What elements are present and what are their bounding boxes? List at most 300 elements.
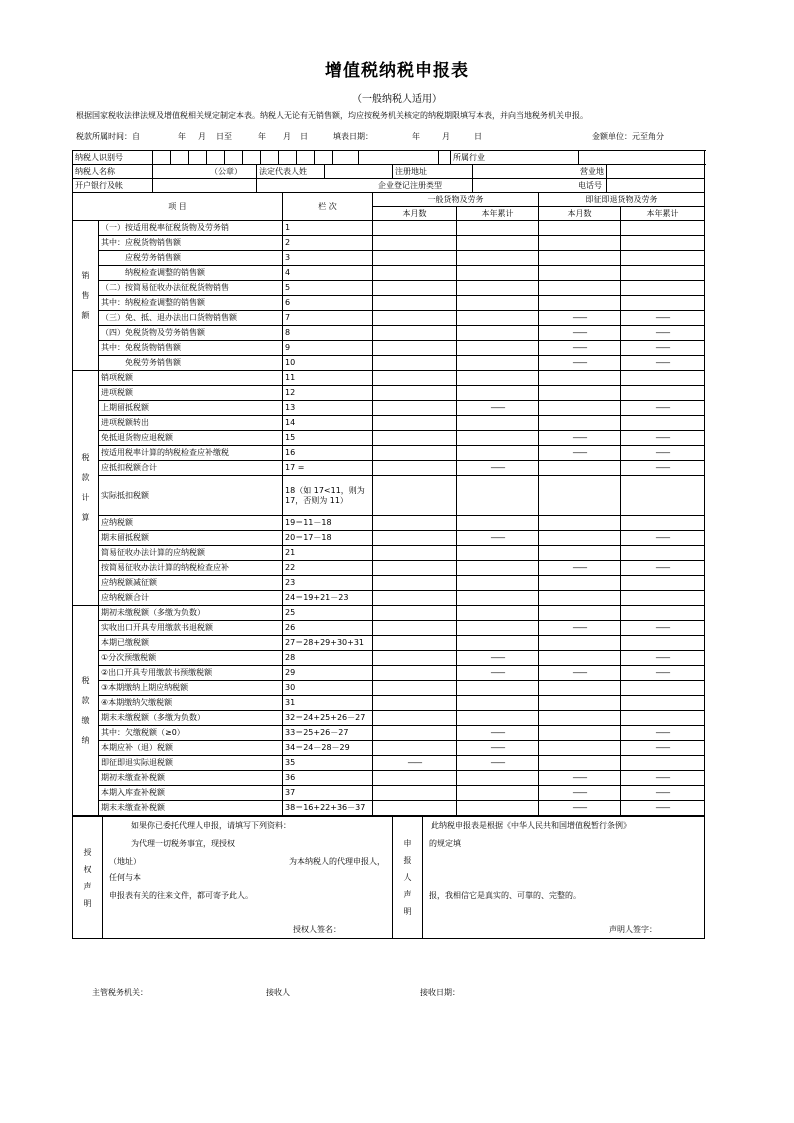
row-col-number: 24＝19+21－23 [283,591,373,606]
section-label-text: 销售额 [81,270,90,320]
table-row [73,416,705,431]
amount-cell[interactable] [539,591,621,606]
dash-cell: —— [621,651,705,666]
table-row [73,801,705,816]
amount-cell[interactable] [457,606,539,621]
amount-cell[interactable] [621,696,705,711]
amount-cell[interactable] [539,546,621,561]
amount-cell[interactable] [373,221,457,236]
taxpayer-id-box[interactable] [297,151,315,165]
row-col-number: 2 [283,236,373,251]
row-label: 免抵退货物应退税额 [99,431,283,446]
amount-cell[interactable] [539,476,621,516]
row-label: （一）按适用税率征税货物及劳务销 [99,221,283,236]
decl-sign: 声明人签字： [609,925,657,934]
amount-cell[interactable] [373,311,457,326]
amount-cell[interactable] [373,741,457,756]
amount-cell[interactable] [539,266,621,281]
amount-cell[interactable] [457,696,539,711]
amount-cell[interactable] [539,606,621,621]
row-col-number: 3 [283,251,373,266]
amount-cell[interactable] [621,576,705,591]
amount-cell[interactable] [373,711,457,726]
amount-cell[interactable] [373,326,457,341]
row-label: 按简易征收办法计算的纳税检查应补 [99,561,283,576]
row-col-number: 38＝16+22+36－37 [283,801,373,816]
table-row [73,386,705,401]
table-row [73,341,705,356]
amount-cell[interactable] [457,221,539,236]
amount-cell[interactable] [457,431,539,446]
row-label: 其中：免税货物销售额 [99,341,283,356]
row-label: 本期入库查补税额 [99,786,283,801]
amount-cell[interactable] [373,386,457,401]
table-row [73,446,705,461]
amount-cell[interactable] [373,281,457,296]
table-row [73,461,705,476]
taxpayer-id-box[interactable] [315,151,333,165]
amount-cell[interactable] [457,341,539,356]
period-month1: 月 [198,132,206,141]
table-row [73,401,705,416]
amount-cell[interactable] [539,651,621,666]
table-row [73,221,705,236]
table-row [73,726,705,741]
taxpayer-id-box[interactable] [439,151,451,165]
header-general: 一般货物及劳务 [373,193,539,207]
amount-cell[interactable] [539,636,621,651]
row-col-number: 7 [283,311,373,326]
row-col-number: 10 [283,356,373,371]
amount-cell[interactable] [539,221,621,236]
row-col-number: 11 [283,371,373,386]
dash-cell: —— [621,461,705,476]
row-label: （二）按简易征收办法征税货物销售 [99,281,283,296]
dash-cell: —— [457,651,539,666]
amount-cell[interactable] [373,771,457,786]
row-col-number: 21 [283,546,373,561]
amount-cell[interactable] [373,356,457,371]
auth-line4: 任何与本 [109,873,141,882]
period-day-to: 日至 [216,132,232,141]
row-col-number: 20＝17－18 [283,531,373,546]
row-label: （三）免、抵、退办法出口货物销售额 [99,311,283,326]
row-label: 期末未缴税额（多缴为负数） [99,711,283,726]
section-label [73,221,99,371]
form-intro: 根据国家税收法律法规及增值税相关规定制定本表。纳税人无论有无销售额，均应按税务机关核定的纳税期限填写本表，并向当地税务机关申报。 [76,111,588,120]
row-label: 其中：欠缴税额（≥0） [99,726,283,741]
taxpayer-info-table [72,150,705,165]
section-label [73,371,99,606]
amount-cell[interactable] [539,756,621,771]
taxpayer-info-table-2 [72,164,705,193]
row-label: 本期应补（退）税额 [99,741,283,756]
row-col-number: 27＝28+29+30+31 [283,636,373,651]
amount-cell[interactable] [373,801,457,816]
row-label: 即征即退实际退税额 [99,756,283,771]
amount-cell[interactable] [457,801,539,816]
header-item: 项 目 [73,193,283,221]
row-label: ④本期缴纳欠缴税额 [99,696,283,711]
row-col-number: 5 [283,281,373,296]
amount-cell[interactable] [621,236,705,251]
amount-cell[interactable] [457,311,539,326]
period-year1: 年 [178,132,186,141]
taxpayer-id-box[interactable] [171,151,189,165]
dash-cell: —— [457,461,539,476]
taxpayer-id-box[interactable] [279,151,297,165]
amount-cell[interactable] [373,576,457,591]
amount-cell[interactable] [621,251,705,266]
amount-cell[interactable] [457,576,539,591]
dash-cell: —— [621,531,705,546]
row-col-number: 15 [283,431,373,446]
section-label [73,606,99,816]
row-label: 简易征收办法计算的应纳税额 [99,546,283,561]
amount-cell[interactable] [621,281,705,296]
amount-cell[interactable] [457,236,539,251]
amount-cell[interactable] [457,371,539,386]
amount-cell[interactable] [621,711,705,726]
row-label: 其中：纳税检查调整的销售额 [99,296,283,311]
fill-year: 年 [412,132,420,141]
taxpayer-id-box[interactable] [261,151,279,165]
amount-cell[interactable] [373,696,457,711]
amount-cell[interactable] [457,476,539,516]
row-label: 按适用税率计算的纳税检查应补缴税 [99,446,283,461]
industry-value[interactable] [579,151,705,165]
amount-cell[interactable] [539,516,621,531]
amount-cell[interactable] [539,696,621,711]
amount-cell[interactable] [539,461,621,476]
row-col-number: 33＝25+26－27 [283,726,373,741]
phone-label: 电话号 [473,179,607,193]
amount-cell[interactable] [621,266,705,281]
row-col-number: 19＝11－18 [283,516,373,531]
row-label: 进项税额转出 [99,416,283,431]
auth-title [73,817,103,939]
phone-value[interactable] [607,179,705,193]
dash-cell: —— [621,446,705,461]
taxpayer-id-box[interactable] [153,151,171,165]
row-label: 应纳税额减征额 [99,576,283,591]
row-col-number: 23 [283,576,373,591]
header-ytd: 本年累计 [621,207,705,221]
auth-line3a: （地址） [109,857,141,866]
table-row [73,476,705,516]
auth-sign: 授权人签名： [293,925,341,934]
table-row [73,786,705,801]
amount-cell[interactable] [621,636,705,651]
amount-cell[interactable] [373,636,457,651]
table-row [73,326,705,341]
reg-type-label: 企业登记注册类型 [257,179,473,193]
amount-cell[interactable] [621,516,705,531]
dash-cell: —— [457,666,539,681]
amount-cell[interactable] [373,561,457,576]
taxpayer-id-box[interactable] [359,151,439,165]
table-row [73,651,705,666]
row-label: 免税劳务销售额 [99,356,283,371]
amount-cell[interactable] [373,666,457,681]
row-label: 应纳税额 [99,516,283,531]
table-row [73,251,705,266]
row-col-number: 25 [283,606,373,621]
row-col-number: 16 [283,446,373,461]
amount-cell[interactable] [539,726,621,741]
table-row [73,666,705,681]
section-label-text: 税款计算 [81,453,90,522]
amount-cell[interactable] [457,591,539,606]
amount-cell[interactable] [539,371,621,386]
dash-cell: —— [539,341,621,356]
dash-cell: —— [539,311,621,326]
business-address-value[interactable] [607,165,705,179]
amount-cell[interactable] [621,221,705,236]
amount-cell[interactable] [373,371,457,386]
amount-cell[interactable] [539,416,621,431]
header-this-month: 本月数 [539,207,621,221]
row-col-number: 35 [283,756,373,771]
amount-cell[interactable] [457,356,539,371]
amount-cell[interactable] [373,651,457,666]
row-col-number: 34＝24－28－29 [283,741,373,756]
table-row [73,636,705,651]
section-label-text: 税款缴纳 [81,675,90,745]
decl-body [423,817,705,939]
auth-line1: 如果你已委托代理人申报，请填写下列资料： [131,821,291,830]
amount-cell[interactable] [539,281,621,296]
amount-cell[interactable] [373,266,457,281]
row-label: （四）免税货物及劳务销售额 [99,326,283,341]
amount-cell[interactable] [621,681,705,696]
reg-address-label: 注册地址 [393,165,473,179]
dash-cell: —— [539,446,621,461]
row-label: 实际抵扣税额 [99,476,283,516]
amount-cell[interactable] [457,516,539,531]
amount-cell[interactable] [621,296,705,311]
row-label: 本期已缴税额 [99,636,283,651]
amount-cell[interactable] [539,401,621,416]
row-label: 纳税检查调整的销售额 [99,266,283,281]
amount-cell[interactable] [373,621,457,636]
amount-cell[interactable] [621,606,705,621]
dash-cell: —— [621,561,705,576]
amount-cell[interactable] [457,416,539,431]
fill-month: 月 [442,132,450,141]
amount-cell[interactable] [457,281,539,296]
amount-cell[interactable] [373,591,457,606]
amount-cell[interactable] [457,251,539,266]
amount-cell[interactable] [621,371,705,386]
table-row [73,591,705,606]
row-col-number: 30 [283,681,373,696]
amount-cell[interactable] [373,341,457,356]
dash-cell: —— [457,756,539,771]
amount-cell[interactable] [373,251,457,266]
header-col: 栏 次 [283,193,373,221]
amount-cell[interactable] [457,711,539,726]
declaration-rows [73,221,705,816]
taxpayer-id-box[interactable] [225,151,243,165]
dash-cell: —— [539,356,621,371]
dash-cell: —— [621,786,705,801]
row-col-number: 8 [283,326,373,341]
row-label: 期初未缴查补税额 [99,771,283,786]
dash-cell: —— [457,531,539,546]
amount-cell[interactable] [621,476,705,516]
amount-cell[interactable] [539,711,621,726]
row-label: 期初未缴税额（多缴为负数） [99,606,283,621]
decl-line2: 的规定填 [429,839,461,848]
amount-cell[interactable] [621,756,705,771]
amount-unit: 金额单位：元至角分 [592,132,664,141]
row-label: 应纳税额合计 [99,591,283,606]
row-label: 应税劳务销售额 [99,251,283,266]
amount-cell[interactable] [457,296,539,311]
amount-cell[interactable] [621,386,705,401]
row-col-number: 28 [283,651,373,666]
amount-cell[interactable] [373,531,457,546]
row-label: 销项税额 [99,371,283,386]
row-label: 实收出口开具专用缴款书退税额 [99,621,283,636]
amount-cell[interactable] [539,386,621,401]
row-col-number: 37 [283,786,373,801]
amount-cell[interactable] [539,741,621,756]
amount-cell[interactable] [373,476,457,516]
table-row [73,516,705,531]
legal-rep-value[interactable] [325,165,393,179]
auth-line3b: 为本纳税人的代理申报人， [289,857,385,866]
bank-account-value[interactable] [153,179,257,193]
table-row [73,711,705,726]
amount-cell[interactable] [373,461,457,476]
footer-authority: 主管税务机关： [92,988,148,997]
dash-cell: —— [621,401,705,416]
table-row [73,681,705,696]
amount-cell[interactable] [457,266,539,281]
decl-title-text: 申报人声明 [403,839,412,916]
taxpayer-id-box[interactable] [243,151,261,165]
amount-cell[interactable] [457,326,539,341]
header-ytd: 本年累计 [457,207,539,221]
dash-cell: —— [457,401,539,416]
amount-cell[interactable] [539,531,621,546]
amount-cell[interactable] [621,416,705,431]
table-row [73,296,705,311]
amount-cell[interactable] [621,591,705,606]
amount-cell[interactable] [457,386,539,401]
table-row [73,266,705,281]
amount-cell[interactable] [373,546,457,561]
taxpayer-id-label: 纳税人识别号 [73,151,153,165]
dash-cell: —— [621,801,705,816]
amount-cell[interactable] [457,786,539,801]
taxpayer-id-box[interactable] [189,151,207,165]
decl-line1: 此纳税申报表是根据《中华人民共和国增值税暂行条例》 [431,821,631,830]
table-row [73,431,705,446]
amount-cell[interactable] [457,446,539,461]
amount-cell[interactable] [373,431,457,446]
period-day2: 日 [300,132,308,141]
taxpayer-id-box[interactable] [207,151,225,165]
dash-cell: —— [621,726,705,741]
header-this-month: 本月数 [373,207,457,221]
decl-line3: 报，我相信它是真实的、可靠的、完整的。 [429,891,581,900]
table-row [73,621,705,636]
dash-cell: —— [539,801,621,816]
amount-cell[interactable] [457,771,539,786]
amount-cell[interactable] [373,726,457,741]
amount-cell[interactable] [457,681,539,696]
amount-cell[interactable] [373,401,457,416]
amount-cell[interactable] [539,251,621,266]
amount-cell[interactable] [539,576,621,591]
amount-cell[interactable] [373,681,457,696]
amount-cell[interactable] [373,786,457,801]
dash-cell: —— [621,431,705,446]
dash-cell: —— [621,356,705,371]
table-row [73,531,705,546]
dash-cell: —— [621,341,705,356]
amount-cell[interactable] [373,516,457,531]
auth-title-text: 授权声明 [83,847,92,908]
amount-cell[interactable] [457,561,539,576]
decl-title [393,817,423,939]
dash-cell: —— [539,621,621,636]
table-row [73,371,705,386]
row-label: 应抵扣税额合计 [99,461,283,476]
row-label: 其中：应税货物销售额 [99,236,283,251]
table-row [73,606,705,621]
amount-cell[interactable] [539,236,621,251]
amount-cell[interactable] [539,681,621,696]
table-row [73,771,705,786]
business-address-label: 营业地 [473,165,607,179]
row-col-number: 18（如 17<11，则为 17，否则为 11） [283,476,373,516]
row-col-number: 26 [283,621,373,636]
row-col-number: 31 [283,696,373,711]
table-row [73,281,705,296]
amount-cell[interactable] [373,446,457,461]
amount-cell[interactable] [457,636,539,651]
amount-cell[interactable] [539,296,621,311]
footer-receive-date: 接收日期： [420,988,460,997]
dash-cell: —— [621,666,705,681]
amount-cell[interactable] [457,546,539,561]
amount-cell[interactable] [373,296,457,311]
row-col-number: 14 [283,416,373,431]
amount-cell[interactable] [373,416,457,431]
dash-cell: —— [457,741,539,756]
amount-cell[interactable] [373,606,457,621]
dash-cell: —— [539,326,621,341]
amount-cell[interactable] [457,621,539,636]
taxpayer-id-box[interactable] [333,151,359,165]
period-year2: 年 [258,132,266,141]
period-month2: 月 [283,132,291,141]
amount-cell[interactable] [621,546,705,561]
table-row [73,576,705,591]
amount-cell[interactable] [373,236,457,251]
dash-cell: —— [621,621,705,636]
auth-body [103,817,393,939]
row-label: 上期留抵税额 [99,401,283,416]
row-label: ②出口开具专用缴款书预缴税额 [99,666,283,681]
legal-rep-label: 法定代表人姓 [257,165,325,179]
dash-cell: —— [621,326,705,341]
industry-label: 所属行业 [451,151,579,165]
